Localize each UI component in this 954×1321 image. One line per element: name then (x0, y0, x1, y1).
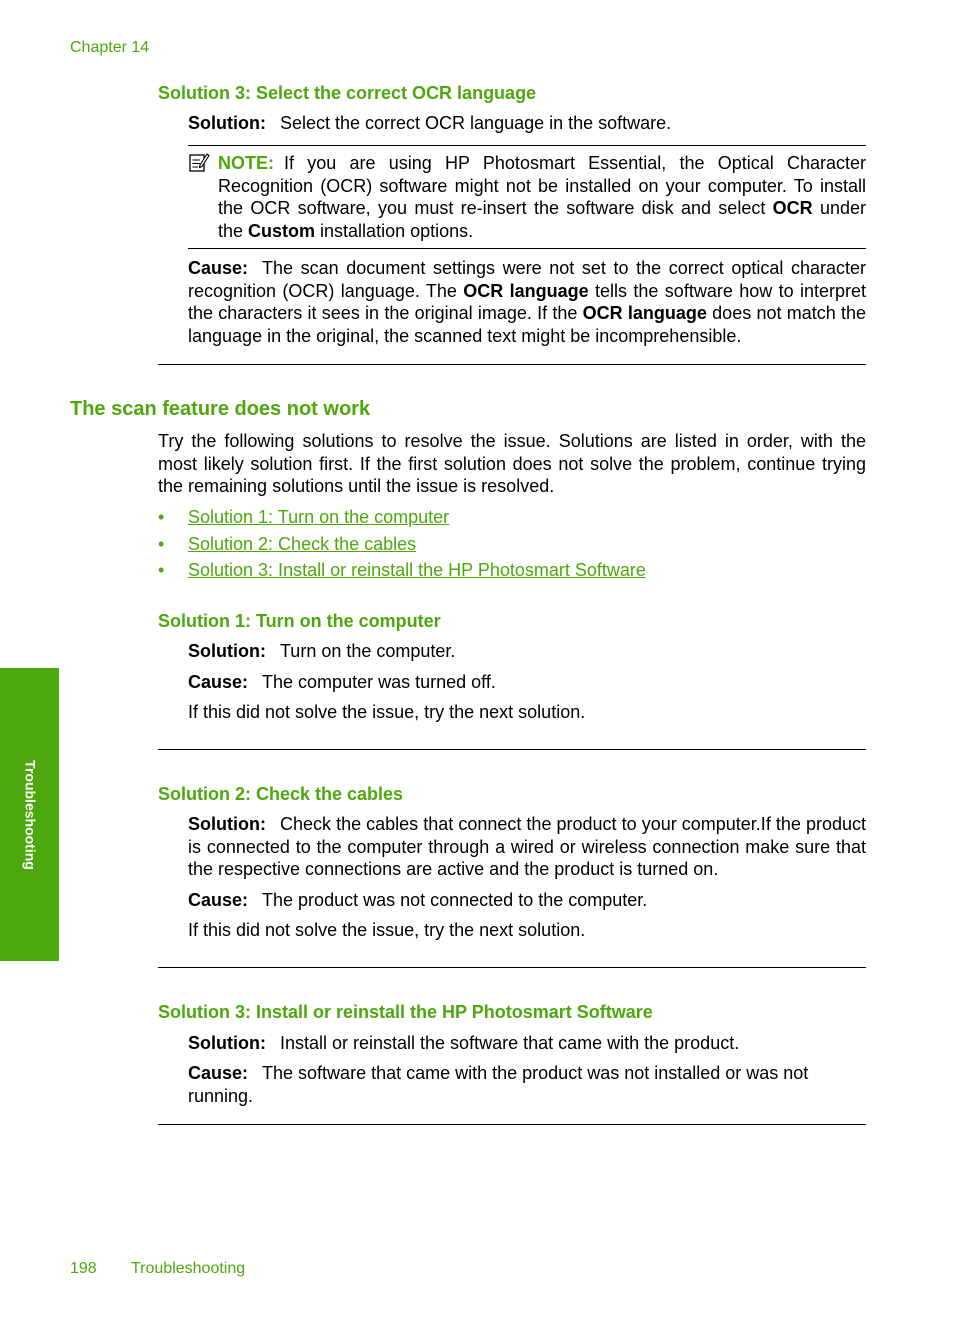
note-bottom-rule (188, 248, 866, 249)
cause-label: Cause: (188, 1063, 249, 1083)
cause-bold-ocr-language: OCR language (463, 280, 589, 301)
cause-text-1: The scan document settings were not set to the correct optical character recognition (OCR) language. The (188, 258, 866, 301)
solution-3-cause (188, 1062, 866, 1107)
cause-text: The computer was turned off. (262, 672, 496, 692)
bullet-icon: • (158, 533, 165, 554)
section-rule (158, 1124, 866, 1125)
solution-link-list (158, 506, 646, 586)
solution-2-next: If this did not solve the issue, try the next solution. (188, 920, 586, 940)
link-solution-2[interactable]: Solution 2: Check the cables (188, 533, 417, 554)
link-solution-3[interactable]: Solution 3: Install or reinstall the HP Photosmart Software (188, 560, 646, 580)
solution-text: Turn on the computer. (279, 641, 456, 661)
ocr-solution-paragraph (188, 112, 866, 135)
solution-label: Solution: (188, 1033, 266, 1053)
solution-1-paragraph (188, 640, 866, 663)
bullet-icon: • (158, 560, 165, 580)
note-top-rule (188, 145, 866, 146)
intro-paragraph: Try the following solutions to resolve the issue. Solutions are listed in order, with the most likely solution first. If the first solution does not solve the problem, continue trying the remaining solutions until the issue is resolved. (158, 431, 866, 496)
section-rule (158, 749, 866, 750)
cause-label: Cause: (188, 890, 249, 910)
ocr-cause-paragraph (188, 257, 866, 347)
solution-1-cause (188, 671, 866, 694)
note-icon (188, 151, 210, 173)
list-item (158, 559, 646, 586)
link-solution-1[interactable]: Solution 1: Turn on the computer (188, 507, 450, 527)
section-heading-ocr: Solution 3: Select the correct OCR language (158, 83, 537, 103)
section-heading-solution-1: Solution 1: Turn on the computer (158, 611, 441, 631)
note-text-2: under the (218, 198, 866, 241)
section-heading-solution-2: Solution 2: Check the cables (158, 784, 404, 804)
side-tab (0, 668, 59, 961)
page-section-heading: The scan feature does not work (70, 398, 371, 420)
solution-3-paragraph (188, 1032, 866, 1055)
cause-text: The product was not connected to the computer. (262, 890, 648, 910)
note-text-3: installation options. (315, 220, 474, 241)
cause-text-3: does not match the language in the original, the scanned text might be incomprehensible. (188, 303, 866, 346)
list-item (158, 533, 646, 560)
cause-label: Cause: (188, 672, 249, 692)
bullet-icon: • (158, 507, 165, 527)
solution-1-next: If this did not solve the issue, try the next solution. (188, 702, 586, 722)
solution-2-paragraph (188, 813, 866, 881)
section-rule (158, 364, 866, 365)
section-heading-solution-3: Solution 3: Install or reinstall the HP Photosmart Software (158, 1002, 653, 1022)
solution-text: Check the cables that connect the product to your computer.If the product is connected to the computer through a wired or wireless connection make sure that the respective connections are active and the product is turned on. (188, 814, 866, 879)
solution-text: Select the correct OCR language in the software. (279, 113, 672, 133)
footer-section: Troubleshooting (131, 1260, 246, 1277)
cause-bold-ocr-language-2: OCR language (582, 303, 707, 323)
note-bold-ocr: OCR (772, 198, 813, 218)
solution-label: Solution: (188, 814, 266, 834)
note-text-1: If you are using HP Photosmart Essential, the Optical Character Recognition (OCR) software might not be installed on your computer. To install the OCR software, you must re-insert the software disk and select (218, 153, 866, 218)
list-item (158, 506, 646, 533)
chapter-label: Chapter 14 (70, 39, 150, 56)
cause-text: The software that came with the product was not installed or was not running. (188, 1063, 809, 1106)
note-label: NOTE: (218, 153, 274, 173)
note-bold-custom: Custom (248, 220, 316, 241)
section-rule (158, 967, 866, 968)
solution-label: Solution: (188, 641, 266, 661)
note-paragraph (218, 152, 866, 242)
solution-text: Install or reinstall the software that came with the product. (279, 1033, 740, 1053)
solution-label: Solution: (188, 113, 266, 133)
solution-2-cause (188, 889, 866, 912)
page-number: 198 (70, 1260, 97, 1277)
cause-label: Cause: (188, 258, 249, 278)
cause-text-2: tells the software how to interpret the characters it sees in the original image. If the (188, 280, 866, 323)
side-tab-label: Troubleshooting (21, 759, 38, 870)
